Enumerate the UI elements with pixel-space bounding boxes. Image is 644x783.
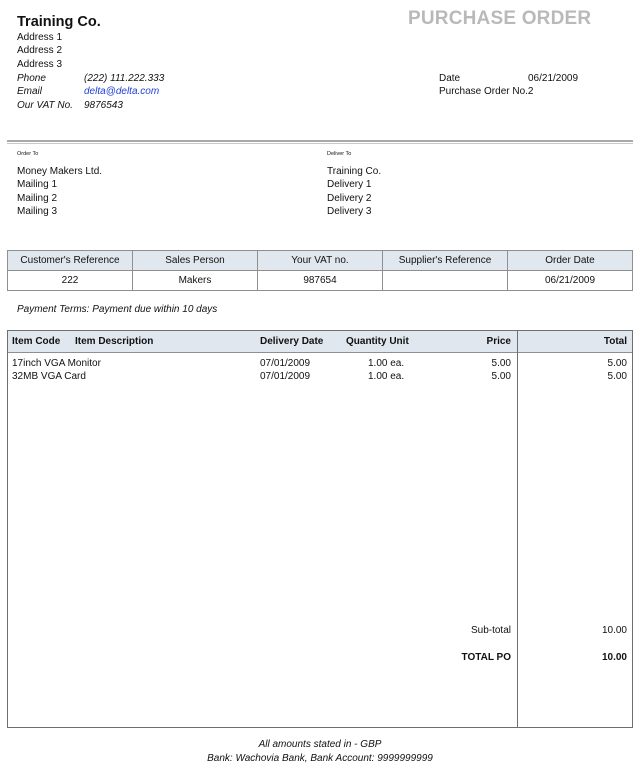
item-row-2-description: 32MB VGA Card	[12, 371, 86, 382]
item-row-1-quantity: 1.00 ea.	[368, 358, 405, 369]
item-row-1-description: 17inch VGA Monitor	[12, 358, 101, 369]
item-row-2-delivery-date: 07/01/2009	[260, 371, 311, 382]
company-address-line-1: Address 1	[17, 32, 63, 43]
ref-your-vat: 987654	[258, 271, 383, 291]
ref-header-your-vat: Your VAT no.	[258, 251, 383, 271]
item-row-1-price: 5.00	[491, 358, 511, 369]
bank-note: Bank: Wachovia Bank, Bank Account: 9999999999	[207, 753, 433, 764]
payment-terms: Payment Terms: Payment due within 10 days	[17, 304, 218, 315]
deliver-to-line-3: Delivery 2	[327, 193, 372, 204]
deliver-to-line-2: Delivery 1	[327, 179, 372, 190]
ref-header-sales-person: Sales Person	[133, 251, 258, 271]
email-label: Email	[17, 86, 43, 97]
currency-note: All amounts stated in - GBP	[258, 739, 382, 750]
item-row-2-quantity: 1.00 ea.	[368, 371, 405, 382]
date-label: Date	[439, 73, 461, 84]
col-header-total: Total	[603, 336, 627, 347]
total-po-label: TOTAL PO	[461, 652, 511, 663]
company-address-line-2: Address 2	[17, 45, 63, 56]
reference-value-row	[8, 271, 633, 291]
total-po-value: 10.00	[601, 652, 627, 663]
total-column-divider	[517, 331, 518, 727]
deliver-to-line-1: Training Co.	[327, 166, 382, 177]
order-to-line-2: Mailing 1	[17, 179, 58, 190]
ref-header-order-date: Order Date	[508, 251, 633, 271]
ref-customer-reference: 222	[8, 271, 133, 291]
vat-label: Our VAT No.	[17, 100, 73, 111]
order-to-line-3: Mailing 2	[17, 193, 58, 204]
reference-header-row	[8, 251, 633, 271]
subtotal-label: Sub-total	[470, 625, 511, 636]
items-table	[7, 330, 633, 728]
col-header-quantity-unit: Quantity Unit	[346, 336, 409, 347]
po-number: Purchase Order No.2	[439, 86, 534, 97]
ref-supplier-reference	[383, 271, 508, 291]
order-to-label: Order To	[17, 151, 39, 157]
phone-label: Phone	[17, 73, 46, 84]
ref-order-date: 06/21/2009	[508, 271, 633, 291]
phone-value: (222) 111.222.333	[84, 73, 165, 84]
company-address-line-3: Address 3	[17, 59, 63, 70]
col-header-item-code: Item Code	[12, 336, 61, 347]
col-header-price: Price	[486, 336, 511, 347]
document-title: PURCHASE ORDER	[408, 8, 592, 29]
vat-value: 9876543	[84, 100, 123, 111]
col-header-delivery-date: Delivery Date	[260, 336, 324, 347]
deliver-to-line-4: Delivery 3	[327, 206, 372, 217]
reference-table	[7, 250, 633, 291]
deliver-to-label: Deliver To	[327, 151, 352, 157]
company-name: Training Co.	[17, 14, 101, 30]
item-row-2-price: 5.00	[491, 371, 511, 382]
email-link[interactable]: delta@delta.com	[84, 86, 160, 97]
ref-header-customer-reference: Customer's Reference	[8, 251, 133, 271]
order-to-line-4: Mailing 3	[17, 206, 58, 217]
item-row-1-delivery-date: 07/01/2009	[260, 358, 311, 369]
order-to-line-1: Money Makers Ltd.	[17, 166, 103, 177]
item-row-2-total: 5.00	[607, 371, 627, 382]
col-header-item-description: Item Description	[75, 336, 154, 347]
ref-header-supplier-reference: Supplier's Reference	[383, 251, 508, 271]
ref-sales-person: Makers	[133, 271, 258, 291]
date-value: 06/21/2009	[528, 73, 579, 84]
header-divider	[7, 140, 633, 144]
subtotal-value: 10.00	[601, 625, 627, 636]
item-row-1-total: 5.00	[607, 358, 627, 369]
